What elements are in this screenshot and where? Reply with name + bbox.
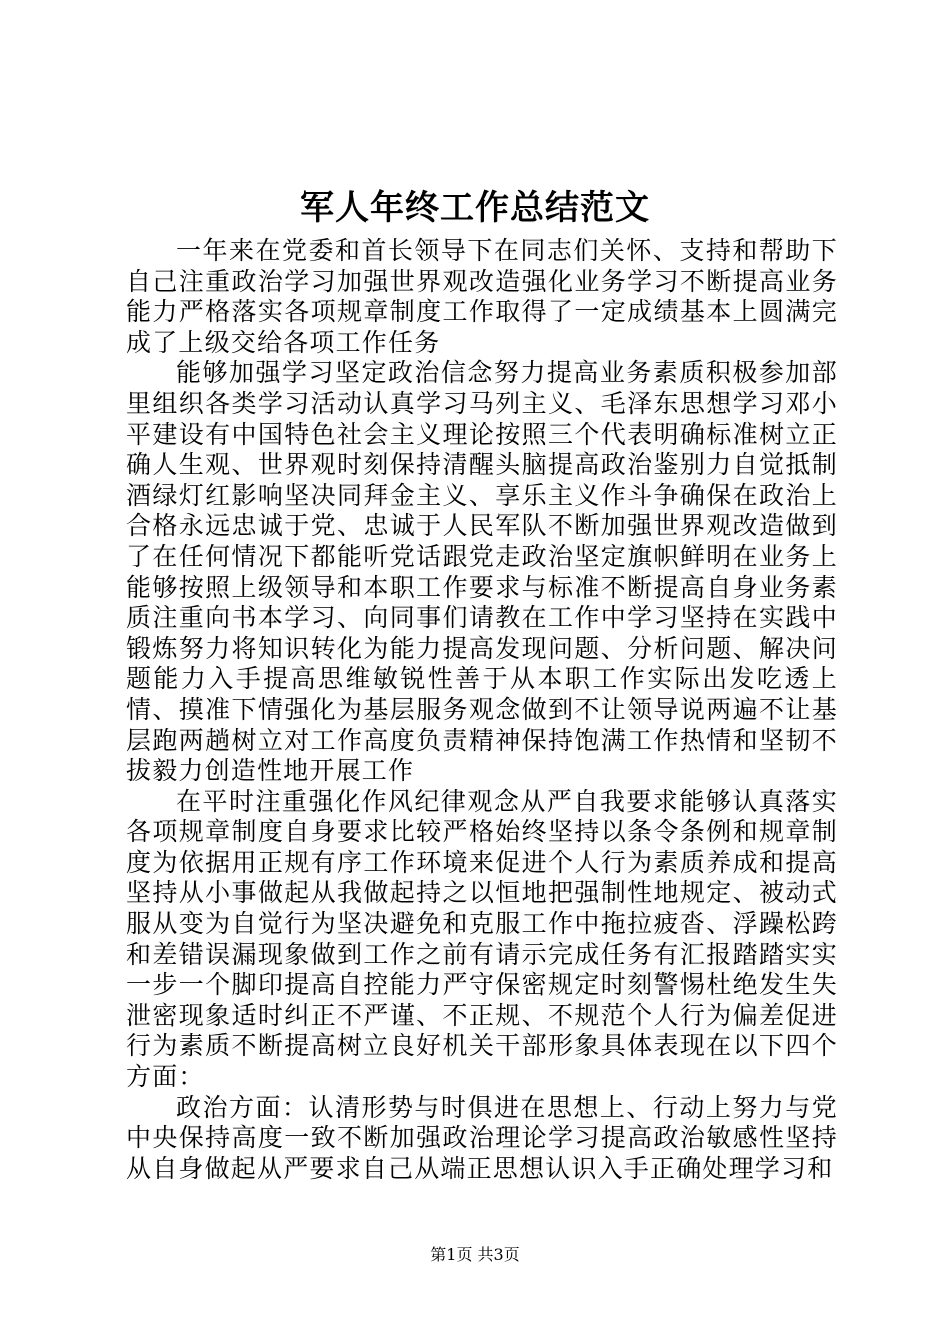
paragraph-2: 能够加强学习坚定政治信念努力提高业务素质积极参加部里组织各类学习活动认真学习马列主义、毛泽东思想学习邓小平建设有中国特色社会主义理论按照三个代表明确标准树立正确人生观、世界观时刻保持清醒头脑提高政治鉴别力自觉抵制酒绿灯红影响坚决同拜金主义、享乐主义作斗争确保在政治上合格永远忠诚于党、忠诚于人民军队不断加强世界观改造做到了在任何情况下都能听党话跟党走政治坚定旗帜鲜明在业务上能够按照上级领导和本职工作要求与标准不断提高自身业务素质注重向书本学习、向同事们请教在工作中学习坚持在实践中锻炼努力将知识转化为能力提高发现问题、分析问题、解决问题能力入手提高思维敏锐性善于从本职工作实际出发吃透上情、摸准下情强化为基层服务观念做到不让领导说两遍不让基层跑两趟树立对工作高度负责精神保持饱满工作热情和坚韧不拔毅力创造性地开展工作 xyxy=(126,358,838,786)
page-number-footer: 第1页 共3页 xyxy=(430,1245,520,1264)
document-body xyxy=(126,236,838,1184)
paragraph-4: 政治方面：认清形势与时俱进在思想上、行动上努力与党中央保持高度一致不断加强政治理论学习提高政治敏感性坚持从自身做起从严要求自己从端正思想认识入手正确处理学习和 xyxy=(126,1092,838,1183)
paragraph-1: 一年来在党委和首长领导下在同志们关怀、支持和帮助下自己注重政治学习加强世界观改造强化业务学习不断提高业务能力严格落实各项规章制度工作取得了一定成绩基本上圆满完成了上级交给各项工作任务 xyxy=(126,236,838,357)
document-title: 军人年终工作总结范文 xyxy=(300,188,650,228)
paragraph-3: 在平时注重强化作风纪律观念从严自我要求能够认真落实各项规章制度自身要求比较严格始终坚持以条令条例和规章制度为依据用正规有序工作环境来促进个人行为素质养成和提高坚持从小事做起从我做起持之以恒地把强制性地规定、被动式服从变为自觉行为坚决避免和克服工作中拖拉疲沓、浮躁松跨和差错误漏现象做到工作之前有请示完成任务有汇报踏踏实实一步一个脚印提高自控能力严守保密规定时刻警惕杜绝发生失泄密现象适时纠正不严谨、不正规、不规范个人行为偏差促进行为素质不断提高树立良好机关干部形象具体表现在以下四个方面： xyxy=(126,786,838,1092)
